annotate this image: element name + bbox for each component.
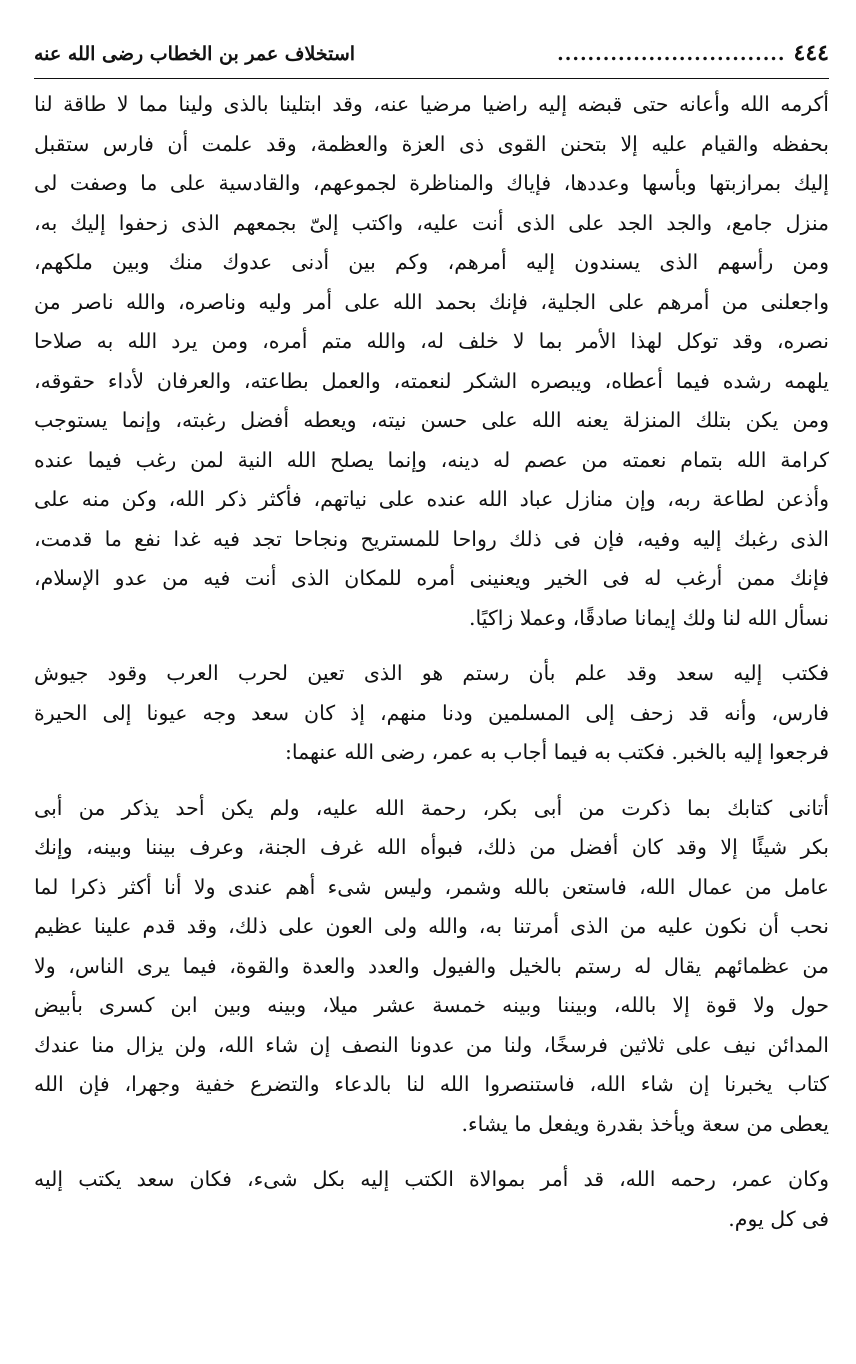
text-line: أكرمه الله وأعانه حتى قبضه إليه راضيا مرضيا عنه، وقد ابتلينا بالذى ولينا مما لا طاقة لنا — [34, 92, 829, 116]
text-line: ومن رأسهم الذى يسندون إليه أمرهم، وكم بين أدنى عدوك منك وبين ملكهم، — [34, 250, 829, 274]
text-line: الذى رغبك إليه وفيه، فإن فى ذلك رواحا للمستريح ونجاحا تجد فيه غدا نفع ما قدمت، — [34, 526, 829, 551]
text-line: يلهمه رشده فيما أعطاه، ويبصره الشكر لنعمته، والعمل بطاعته، والعرفان لأداء حقوقه، — [34, 368, 829, 393]
text-line: وأذعن لطاعة ربه، وإن منازل عباد الله عنده على نياتهم، فأكثر ذكر الله، وكن منه على — [34, 487, 829, 511]
text-line: واجعلنى من أمرهم على الجلية، فإنك بحمد الله على أمر وليه وناصره، والله ناصر من — [34, 289, 829, 314]
text-line: فى كل يوم. — [728, 1206, 829, 1231]
text-line: وكان عمر، رحمه الله، قد أمر بموالاة الكتب إليه بكل شىء، فكان سعد يكتب إليه — [34, 1167, 829, 1191]
text-line: فكتب إليه سعد وقد علم بأن رستم هو الذى تعين لحرب العرب وقود جيوش — [34, 661, 829, 685]
text-line: نصره، وقد توكل لهذا الأمر بما لا خلف له، والله متم أمره، ومن يرد الله به صلاحا — [34, 329, 829, 353]
header-leader-dots: .............................. — [557, 43, 786, 65]
text-line: نسأل الله لنا ولك إيمانا صادقًا، وعملا زاكيًا. — [469, 605, 829, 630]
text-line: بحفظه والقيام عليه إلا بتحنن القوى ذى العزة والعظمة، وقد علمت أن فارس ستقبل — [34, 131, 829, 156]
text-line: فرجعوا إليه بالخبر. فكتب به فيما أجاب به عمر، رضى الله عنهما: — [284, 740, 829, 764]
text-line: عامل من عمال الله، فاستعن بالله وشمر، وليس شىء أهم عندى ولا أنا أكثر ذكرا لما — [34, 874, 829, 899]
chapter-title: استخلاف عمر بن الخطاب رضى الله عنه — [34, 43, 356, 65]
page-number: ٤٤٤ — [793, 40, 829, 66]
body-text — [34, 85, 829, 1239]
text-line: كرامة الله بتمام نعمته من عصم له دينه، وإنما يصلح الله النية لمن رغب فيما عنده — [34, 447, 829, 472]
text-line: أتانى كتابك بما ذكرت من أبى بكر، رحمة الله عليه، ولم يكن أحد يذكر من أبى — [34, 795, 829, 820]
paragraph — [34, 789, 829, 1145]
text-line: من عظمائهم يقال له رستم بالخيل والفيول والعدد والعدة والقوة، فيما يرى الناس، ولا — [34, 953, 829, 978]
text-line: فإنك ممن أرغب له فى الخير ويعنينى أمره للمكان الذى أنت فيه من عدو الإسلام، — [34, 566, 829, 590]
text-line: يعطى من سعة ويأخذ بقدرة ويفعل ما يشاء. — [461, 1111, 829, 1136]
text-line: ومن يكن بتلك المنزلة يعنه الله على حسن نيته، ويعطه أفضل رغبته، وإنما يستوجب — [34, 408, 829, 432]
text-line: فارس، وأنه قد زحف إلى المسلمين ودنا منهم، إذ كان سعد وجه عيونا إلى الحيرة — [34, 700, 829, 725]
book-page — [34, 40, 829, 1239]
text-line: نحب أن نكون عليه من الذى أمرتنا به، والله ولى العون على ذلك، وقد قدم علينا عظيم — [34, 914, 829, 938]
paragraph — [34, 85, 829, 638]
paragraph — [34, 1160, 829, 1239]
paragraph — [34, 654, 829, 773]
text-line: منزل جامع، والجد الجد على الذى أنت عليه، واكتب إلىّ بجمعهم الذى زحفوا إليك به، — [34, 210, 829, 235]
text-line: حول ولا قوة إلا بالله، وبيننا وبينه خمسة عشر ميلا، وبينه وبين ابن كسرى بأبيض — [34, 993, 829, 1017]
text-line: المدائن نيف على ثلاثين فرسخًا، ولنا من عدونا النصف إن شاء الله، ولن يزال منا عندك — [34, 1032, 829, 1057]
text-line: كتاب يخبرنا إن شاء الله، فاستنصروا الله لنا بالدعاء والتضرع خفية وجهرا، فإن الله — [34, 1072, 829, 1096]
text-line: إليك بمرازبتها وبأسها وعددها، فإياك والمناظرة لجموعهم، والقادسية على ما وصفت لى — [34, 171, 829, 195]
running-header — [34, 40, 829, 79]
text-line: بكر شيئًا إلا وقد كان أفضل من ذلك، فبوأه الله غرف الجنة، وعرف بيننا وبينه، وإنك — [34, 835, 829, 859]
